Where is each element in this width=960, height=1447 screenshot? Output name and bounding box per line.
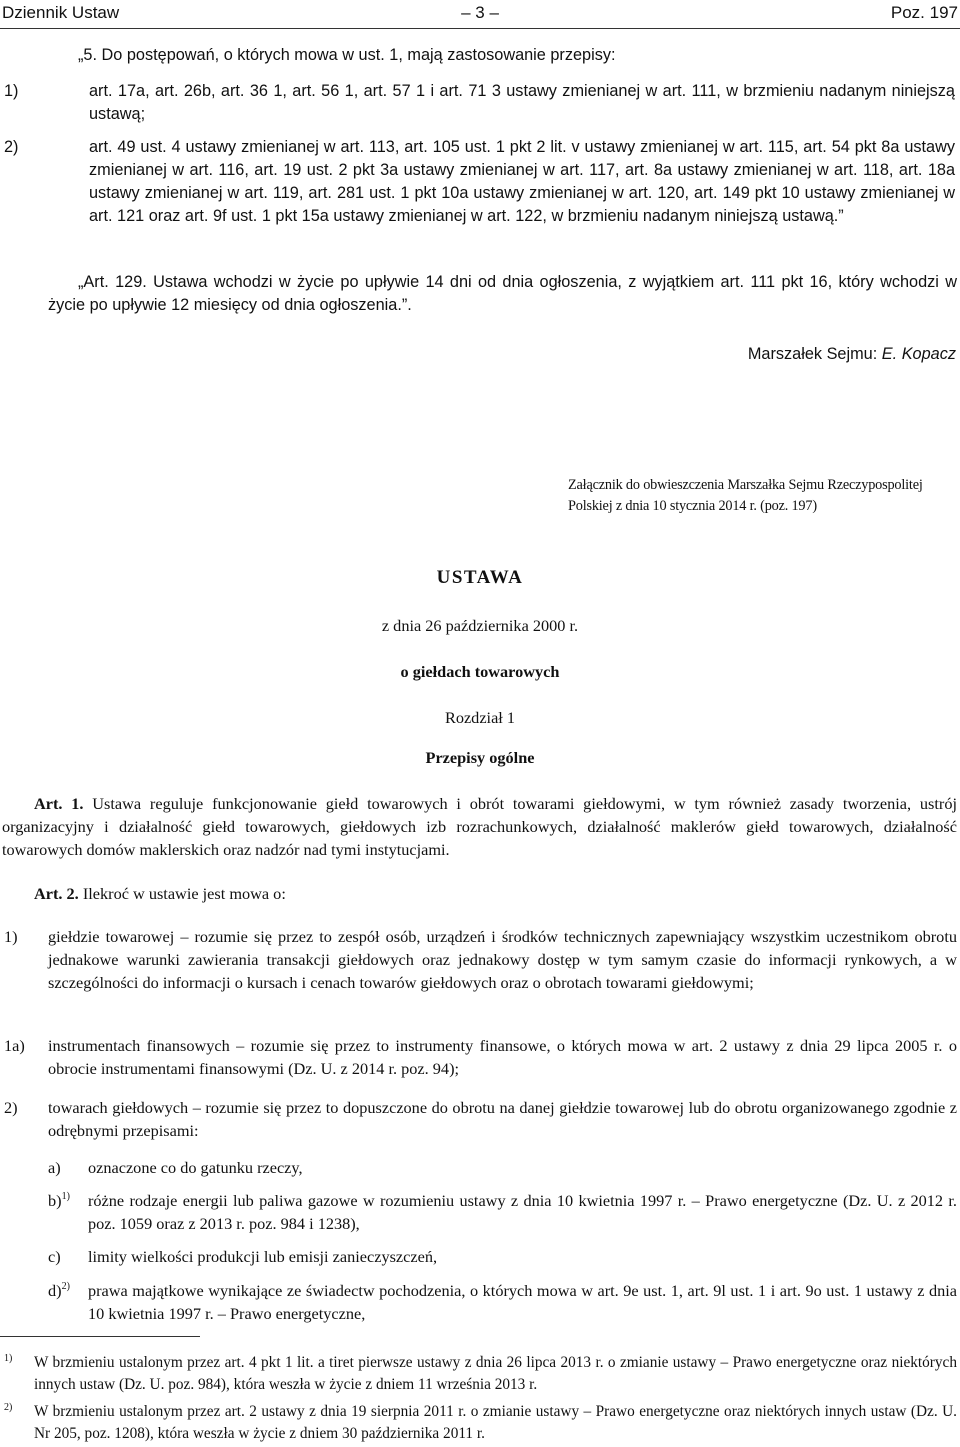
definition-number: 1a) [4,1036,25,1055]
signature-name: E. Kopacz [881,345,956,363]
annex-note: Załącznik do obwieszczenia Marszałka Sejmu Rzeczypospolitej Polskiej z dnia 10 stycznia 2014 r. (poz. 197) [568,477,923,514]
sub-item-text: limity wielkości produkcji lub emisji zanieczyszczeń, [88,1247,438,1266]
definition-text: instrumentach finansowych – rozumie się przez to instrumenty finansowe, o których mowa w art. 2 ustawy z dnia 29 lipca 2005 r. o obrocie instrumentami finansowymi (Dz. U. z 2014 r. poz. 94); [48,1036,957,1078]
act-subject: o giełdach towarowych [400,662,560,681]
article-1 [2,792,957,861]
list-item-number: 2) [4,138,19,156]
sub-item-text: oznaczone co do gatunku rzeczy, [88,1158,303,1177]
position-number: Poz. 197 [890,3,958,22]
definition-text: giełdzie towarowej – rozumie się przez to zespół osób, urządzeń i środków technicznych zapewniający wszystkim uczestnikom obrotu jednakowe warunki zawierania transakcji giełdowych oraz jednakowy dostęp w tym samym czasie do informacji rynkowych, a w szczególności do informacji o kursach i cenach towarów giełdowych oraz o obrotach towarami giełdowymi; [48,927,957,992]
header-divider [0,28,960,29]
article-1-label: Art. 1. [34,794,84,813]
sub-item-number: d)$^{2)}$ [48,1281,70,1300]
signature-role: Marszałek Sejmu: [747,345,882,363]
definition-number: 1) [4,927,18,946]
page-header [0,0,960,28]
act-date: z dnia 26 października 2000 r. [381,616,579,635]
sub-item-number: c) [48,1247,61,1266]
sub-item-text: różne rodzaje energii lub paliwa gazowe w rozumieniu ustawy z dnia 10 kwietnia 1997 r. – Prawo energetyczne (Dz. U. z 2012 r. poz. 1059 oraz z 2013 r. poz. 984 i 1238), [88,1191,957,1233]
sub-item-text: prawa majątkowe wynikające ze świadectw pochodzenia, o których mowa w art. 9e ust. 1, art. 9l ust. 1 i art. 9o ust. 1 ustawy z dnia 10 kwietnia 1997 r. – Prawo energetyczne, [88,1281,957,1323]
footnote-text: W brzmieniu ustalonym przez art. 4 pkt 1 lit. a tiret pierwsze ustawy z dnia 26 lipca 2013 r. o zmianie ustawy – Prawo energetyczne oraz niektórych innych ustaw (Dz. U. poz. 984), która weszła w życie z dniem 11 września 2013 r. [34,1354,957,1393]
footnote-number: 1) [4,1353,13,1364]
definition-text: towarach giełdowych – rozumie się przez to dopuszczone do obrotu na danej giełdzie towarowej lub do obrotu organizowanego zgodnie z odrębnymi przepisami: [48,1098,957,1140]
act-title: USTAWA [436,567,524,588]
chapter-title: Przepisy ogólne [425,748,535,767]
journal-title: Dziennik Ustaw [2,3,120,22]
article-2-intro-text: Ilekroć w ustawie jest mowa o: [78,884,286,903]
footnote-number: 2) [4,1402,13,1413]
footnote-ref: 1) [61,1191,70,1202]
sub-item-number: b)$^{1)}$ [48,1191,70,1210]
amendment-intro: „5. Do postępowań, o których mowa w ust. 1, mają zastosowanie przepisy: [78,46,616,64]
article-2-intro [34,882,934,905]
sub-item-number: a) [48,1158,61,1177]
footnote-text: W brzmieniu ustalonym przez art. 2 ustawy z dnia 19 sierpnia 2011 r. o zmianie ustawy – Prawo energetyczne oraz niektórych innych ustaw (Dz. U. Nr 205, poz. 1208), która weszła w życie z dniem 30 października 2011 r. [34,1403,957,1442]
article-129: „Art. 129. Ustawa wchodzi w życie po upływie 14 dni od dnia ogłoszenia, z wyjątkiem art. 111 pkt 16, który wchodzi w życie po upływie 12 miesięcy od dnia ogłoszenia.”. [48,273,957,314]
definition-number: 2) [4,1098,18,1117]
list-item-text: art. 17a, art. 26b, art. 36 1, art. 56 1, art. 57 1 i art. 71 3 ustawy zmienianej w art. 111, w brzmieniu nadanym niniejszą ustawą; [89,82,955,123]
chapter-number: Rozdział 1 [444,708,516,727]
signature [748,343,956,366]
article-1-text: Ustawa reguluje funkcjonowanie giełd towarowych i obrót towarami giełdowymi, w tym również zasady tworzenia, ustrój organizacyjny i działalność giełd towarowych, giełdowych izb rozrachunkowych, działalność maklerów giełd towarowych, działalność towarowych domów maklerskich oraz nadzór nad tymi instytucjami. [2,794,957,859]
page-number: – 3 – [461,3,499,22]
article-2-label: Art. 2. [34,884,79,903]
footnote-divider [0,1336,200,1337]
footnote-ref: 2) [61,1281,70,1292]
list-item-number: 1) [4,82,19,100]
list-item-text: art. 49 ust. 4 ustawy zmienianej w art. 113, art. 105 ust. 1 pkt 2 lit. v ustawy zmienianej w art. 115, art. 54 pkt 8a ustawy zmienianej w art. 116, art. 19 ust. 2 pkt 3a ustawy zmienianej w art. 117, art. 8a ustawy zmienianej w art. 118, art. 18a ustawy zmienianej w art. 119, art. 281 ust. 1 pkt 10a ustawy zmienianej w art. 120, art. 149 pkt 10 ustawy zmienianej w art. 121 oraz art. 9f ust. 1 pkt 15a ustawy zmienianej w art. 122, w brzmieniu nadanym niniejszą ustawą.” [89,138,955,225]
